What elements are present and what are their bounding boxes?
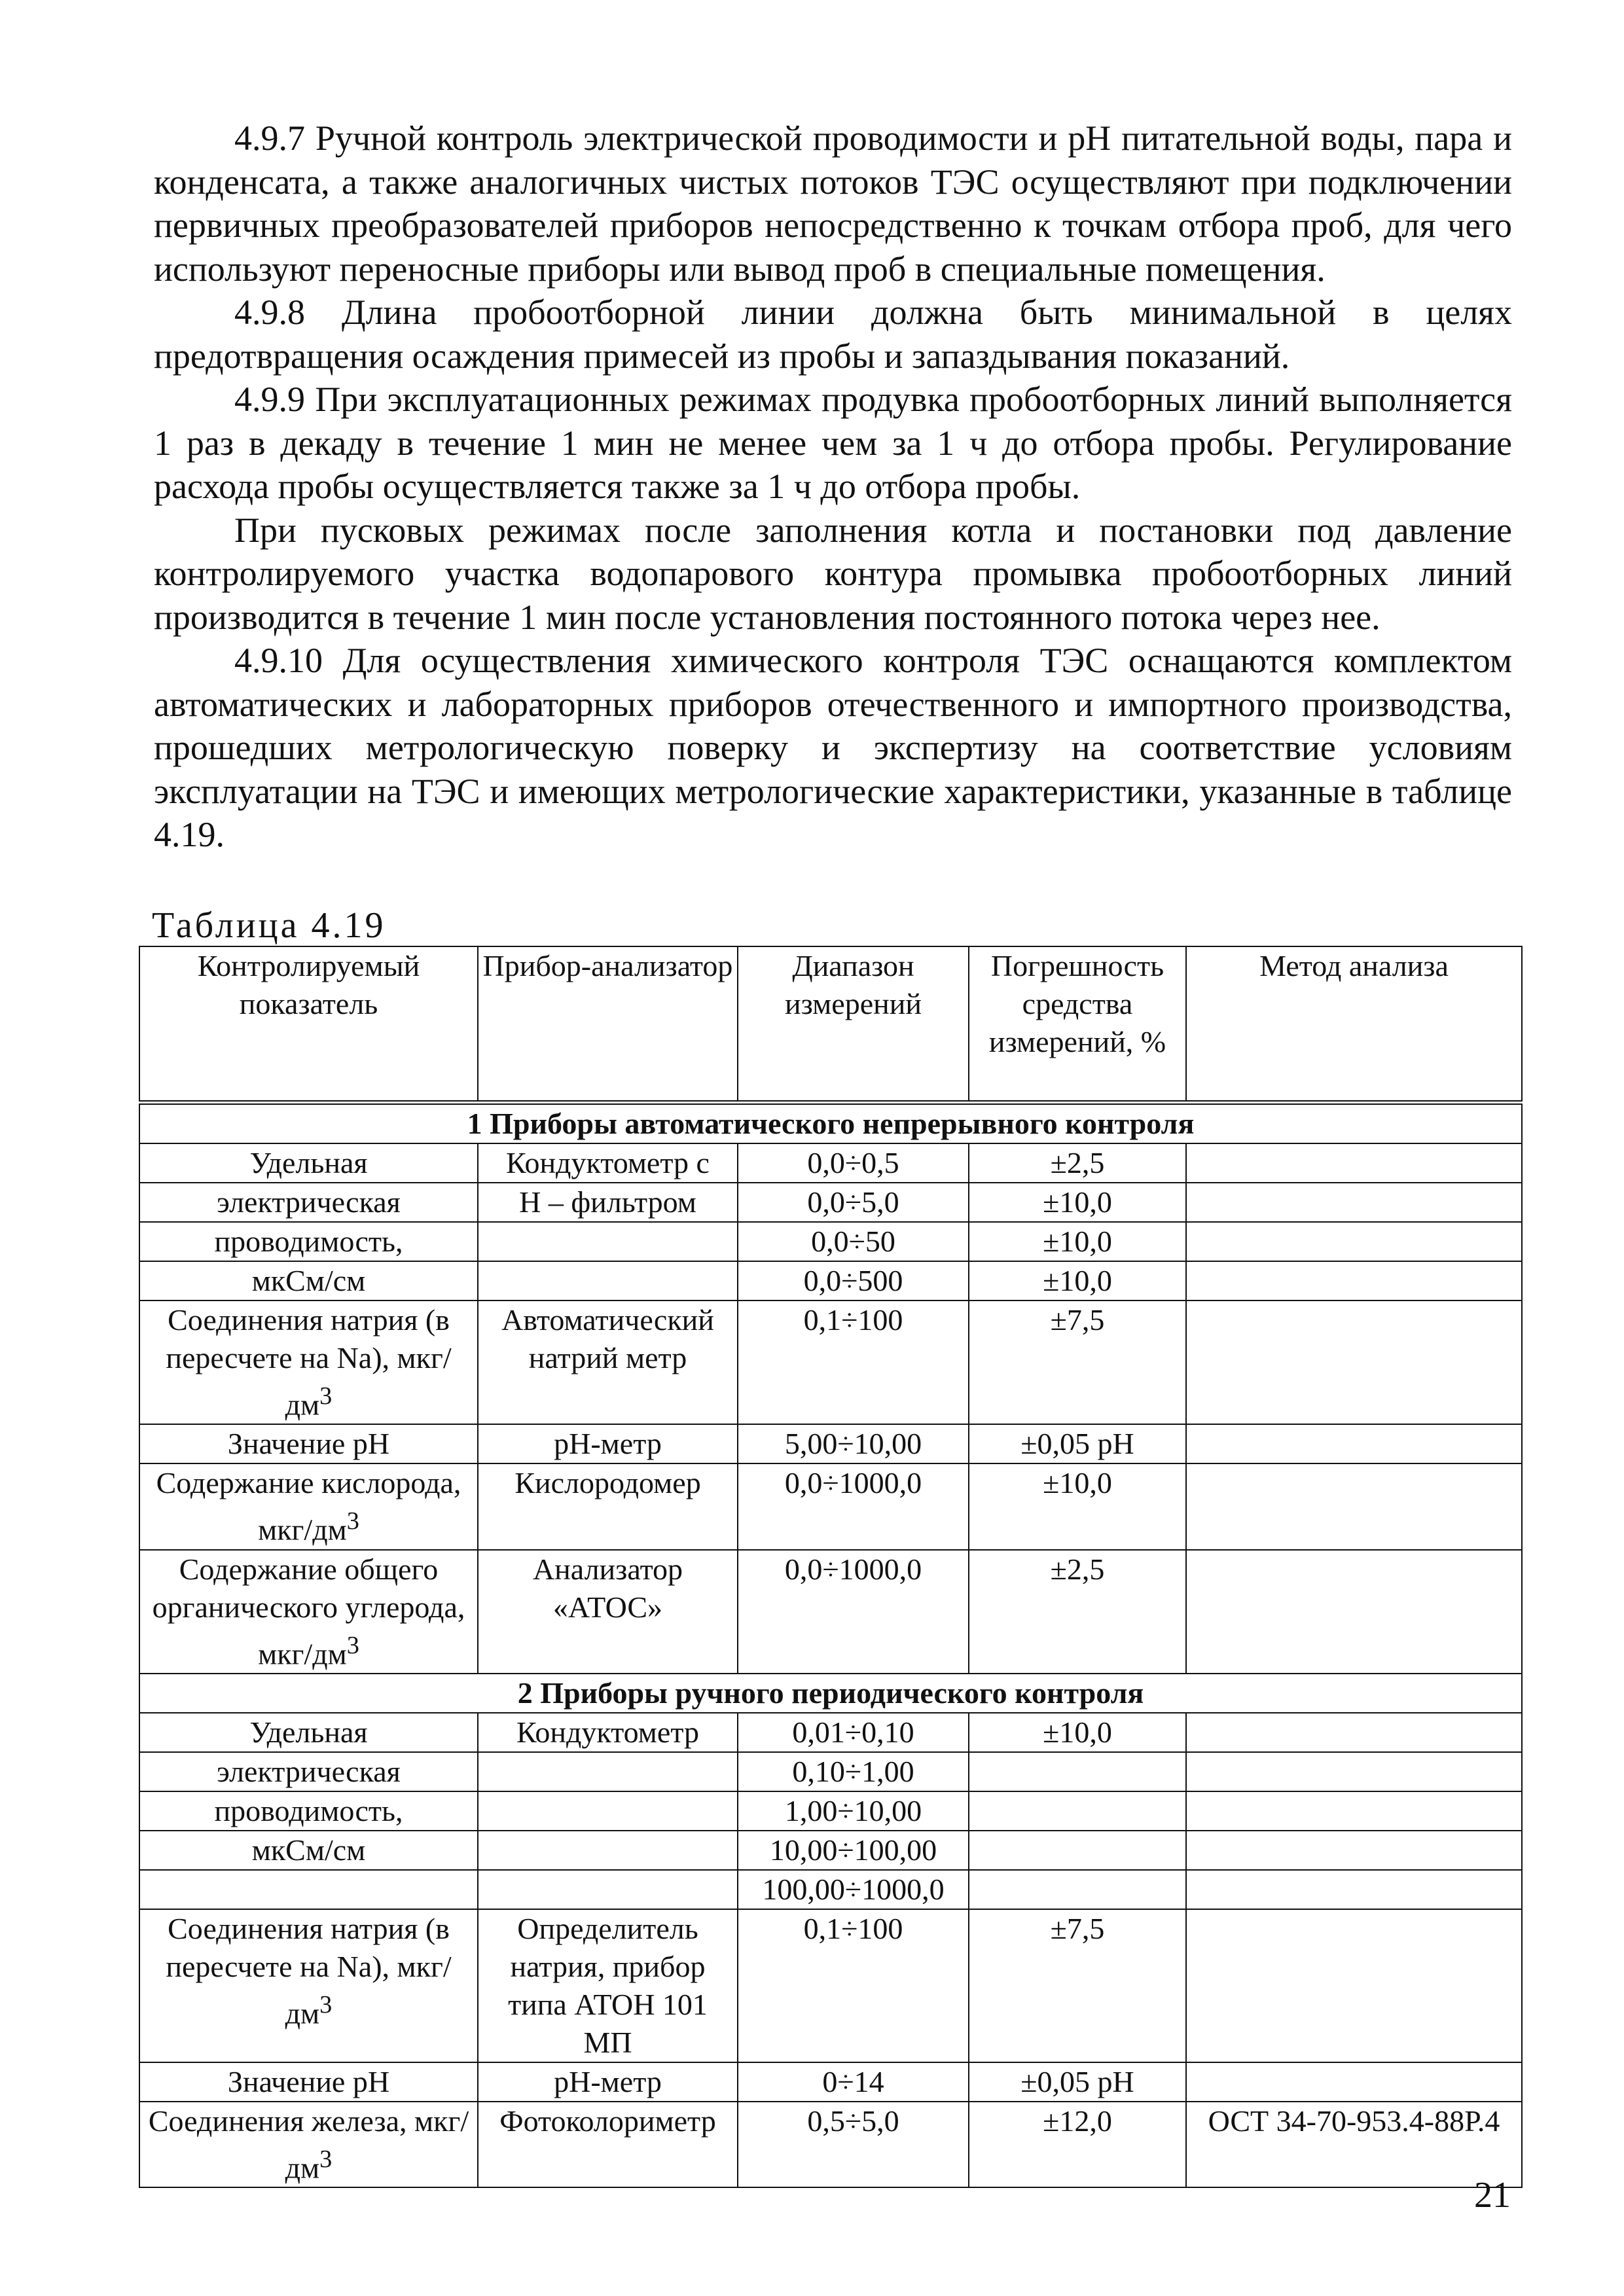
method-cell [1186,1463,1522,1549]
indicator-cell [139,2102,478,2187]
indicator-text: Соединения железа, мкг/дм [148,2104,469,2185]
range-cell: 0,5÷5,0 [738,2102,969,2187]
method-cell: ОСТ 34-70-953.4-88Р.4 [1186,2102,1522,2187]
range-cell: 0,0÷0,5 [738,1143,969,1183]
range-cell: 0,01÷0,10 [738,1713,969,1752]
paragraph-4-9-9: 4.9.9 При эксплуатационных режимах продувка пробоотборных линий выполняется 1 раз в декаду в течение 1 мин не менее чем за 1 ч до отбора пробы. Регулирование расхода пробы осуществляется также за 1 ч до отбора пробы. [154,380,1512,506]
indicator-cell [139,1550,478,1674]
table-row [139,1713,1522,1752]
table-row [139,1463,1522,1549]
indicator-cell: проводимость, [139,1791,478,1831]
device-cell: Кислородомер [478,1463,738,1549]
table-row [139,1831,1522,1870]
table-row [139,1870,1522,1909]
section-title-automatic: 1 Приборы автоматического непрерывного контроля [139,1103,1522,1144]
range-cell: 0,10÷1,00 [738,1752,969,1791]
range-cell: 0,0÷1000,0 [738,1463,969,1549]
method-cell [1186,1550,1522,1674]
device-cell [478,1870,738,1909]
indicator-cell [139,1463,478,1549]
indicator-cell: Значение рН [139,1424,478,1463]
paragraph-4-9-7: 4.9.7 Ручной контроль электрической проводимости и рН питательной воды, пара и конденсата, а также аналогичных чистых потоков ТЭС осуществляют при подключении первичных преобразователей приборов непосредственно к точкам отбора проб, для чего используют переносные приборы или вывод проб в специальные помещения. [154,118,1512,289]
section-row [139,1103,1522,1144]
range-cell: 100,00÷1000,0 [738,1870,969,1909]
indicator-cell: мкСм/см [139,1831,478,1870]
indicator-cell [139,1300,478,1424]
page-number: 21 [1474,2175,1511,2215]
paragraph-startup-modes: При пусковых режимах после заполнения котла и постановки под давление контролируемого участка водопарового контура промывка пробоотборных линий производится в течение 1 мин после установления постоянного потока через нее. [154,510,1512,637]
method-cell [1186,2062,1522,2102]
indicator-cell [139,1870,478,1909]
range-cell: 10,00÷100,00 [738,1831,969,1870]
device-cell [478,1752,738,1791]
device-cell: Фотоколориметр [478,2102,738,2187]
error-cell: ±12,0 [969,2102,1186,2187]
table-header-row [139,946,1522,1103]
paragraph-4-9-10: 4.9.10 Для осуществления химического контроля ТЭС оснащаются комплектом автоматических и лабораторных приборов отечественного и импортного производства, прошедших метрологическую поверку и экспертизу на соответствие условиям эксплуатации на ТЭС и имеющих метрологические характеристики, указанные в таблице 4.19. [154,641,1512,854]
header-device: Прибор-анализатор [478,946,738,1103]
device-cell: Определитель натрия, прибор типа АТОН 101 МП [478,1909,738,2062]
table-row [139,1550,1522,1674]
section-row [139,1674,1522,1713]
table-row [139,1300,1522,1424]
error-cell: ±10,0 [969,1222,1186,1261]
table-row [139,2102,1522,2187]
table-row [139,1909,1522,2062]
table-row [139,1183,1522,1222]
body-text [154,117,1512,857]
indicator-text: Соединения натрия (в пересчете на Na), мкг/дм [166,1911,452,2030]
table-row [139,1752,1522,1791]
method-cell [1186,1183,1522,1222]
table-row [139,1424,1522,1463]
indicator-cell: Значение рН [139,2062,478,2102]
superscript: 3 [346,1507,359,1535]
method-cell [1186,1791,1522,1831]
range-cell: 0,0÷500 [738,1261,969,1300]
device-cell [478,1222,738,1261]
device-cell: Анализатор «АТОС» [478,1550,738,1674]
error-cell: ±10,0 [969,1713,1186,1752]
instruments-table [139,946,1523,2188]
indicator-cell: Удельная [139,1143,478,1183]
superscript: 3 [319,2145,333,2173]
method-cell [1186,1713,1522,1752]
table-row [139,2062,1522,2102]
error-cell: ±7,5 [969,1909,1186,2062]
indicator-cell: электрическая [139,1183,478,1222]
error-cell: ±10,0 [969,1183,1186,1222]
error-cell [969,1831,1186,1870]
device-cell: Кондуктометр с [478,1143,738,1183]
device-cell [478,1261,738,1300]
method-cell [1186,1143,1522,1183]
indicator-text: Содержание общего органического углерода, мкг/дм [152,1552,465,1670]
method-cell [1186,1870,1522,1909]
error-cell [969,1752,1186,1791]
method-cell [1186,1752,1522,1791]
section-title-manual: 2 Приборы ручного периодического контроля [139,1674,1522,1713]
indicator-text: Содержание кислорода, мкг/дм [156,1466,461,1547]
device-cell [478,1831,738,1870]
device-cell: Автоматический натрий метр [478,1300,738,1424]
device-cell: рН-метр [478,2062,738,2102]
paragraph-4-9-8: 4.9.8 Длина пробоотборной линии должна быть минимальной в целях предотвращения осаждения примесей из пробы и запаздывания показаний. [154,293,1512,376]
error-cell: ±2,5 [969,1143,1186,1183]
error-cell: ±7,5 [969,1300,1186,1424]
error-cell: ±0,05 рН [969,2062,1186,2102]
range-cell: 0,0÷50 [738,1222,969,1261]
device-cell: Кондуктометр [478,1713,738,1752]
header-method: Метод анализа [1186,946,1522,1103]
method-cell [1186,1831,1522,1870]
range-cell: 1,00÷10,00 [738,1791,969,1831]
error-cell [969,1870,1186,1909]
superscript: 3 [319,1990,333,2018]
table-caption: Таблица 4.19 [152,905,386,946]
device-cell: рН-метр [478,1424,738,1463]
table-row [139,1222,1522,1261]
table-row [139,1791,1522,1831]
header-error: Погрешность средства измерений, % [969,946,1186,1103]
indicator-text: Соединения натрия (в пересчете на Na), мкг/дм [166,1303,452,1422]
error-cell: ±0,05 рН [969,1424,1186,1463]
superscript: 3 [346,1631,359,1659]
range-cell: 0,0÷5,0 [738,1183,969,1222]
error-cell: ±10,0 [969,1261,1186,1300]
indicator-cell: проводимость, [139,1222,478,1261]
header-indicator: Контролируемый показатель [139,946,478,1103]
method-cell [1186,1222,1522,1261]
indicator-cell: мкСм/см [139,1261,478,1300]
method-cell [1186,1909,1522,2062]
range-cell: 0,1÷100 [738,1300,969,1424]
error-cell [969,1791,1186,1831]
range-cell: 5,00÷10,00 [738,1424,969,1463]
error-cell: ±2,5 [969,1550,1186,1674]
indicator-cell: Удельная [139,1713,478,1752]
range-cell: 0÷14 [738,2062,969,2102]
device-cell: Н – фильтром [478,1183,738,1222]
header-range: Диапазон измерений [738,946,969,1103]
range-cell: 0,1÷100 [738,1909,969,2062]
table-row [139,1143,1522,1183]
error-cell: ±10,0 [969,1463,1186,1549]
indicator-cell [139,1909,478,2062]
device-cell [478,1791,738,1831]
table-row [139,1261,1522,1300]
method-cell [1186,1261,1522,1300]
method-cell [1186,1424,1522,1463]
method-cell [1186,1300,1522,1424]
range-cell: 0,0÷1000,0 [738,1550,969,1674]
superscript: 3 [319,1382,333,1410]
indicator-cell: электрическая [139,1752,478,1791]
